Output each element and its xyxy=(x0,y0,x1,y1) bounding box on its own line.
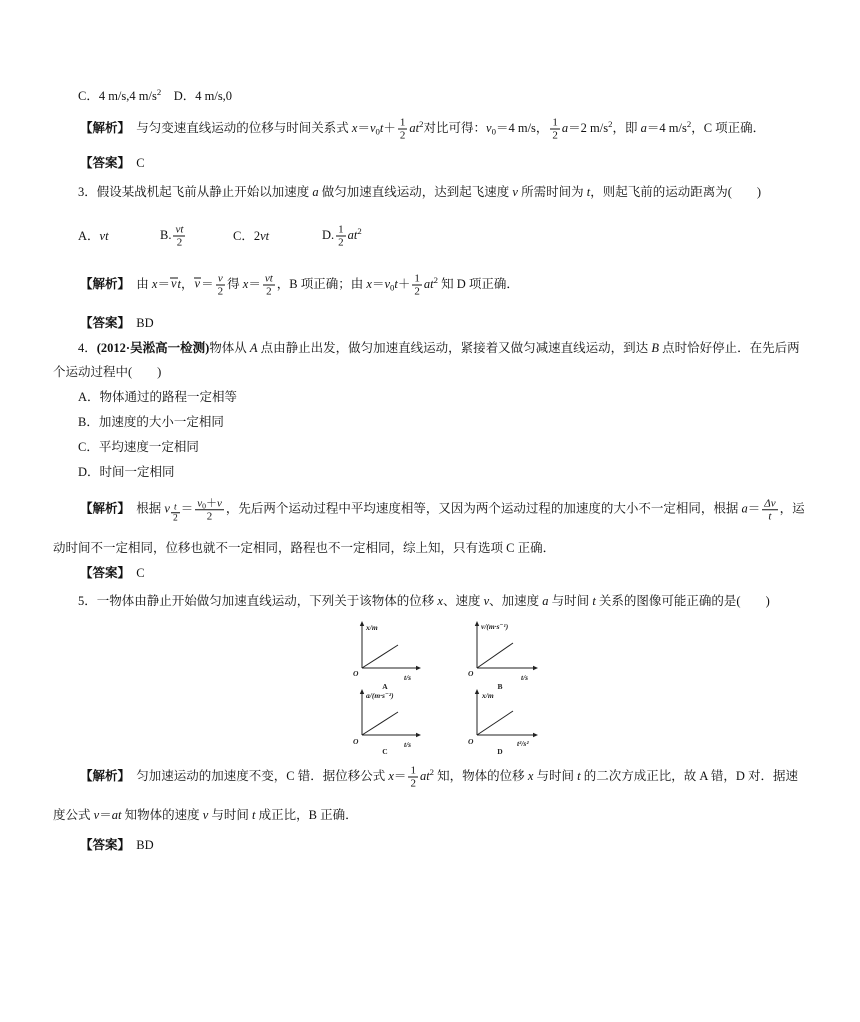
x-axis-label: t/s xyxy=(404,740,412,749)
q5-analysis-line-1 xyxy=(80,765,798,790)
math-variable: vt xyxy=(175,223,184,236)
fraction-numerator xyxy=(408,765,418,778)
math-variable: v xyxy=(93,808,100,822)
math-variable: at xyxy=(409,120,420,135)
fraction-numerator xyxy=(336,224,346,237)
superscript: 2 xyxy=(419,119,424,130)
text-run: 知物体的速度 xyxy=(121,808,203,822)
text-run: C xyxy=(123,156,145,170)
text-run: ，C 项正确． xyxy=(691,120,766,135)
q4-option-d xyxy=(78,464,175,480)
origin-label: O xyxy=(468,669,474,678)
text-run: 2 xyxy=(172,512,178,523)
q3-option-b xyxy=(160,224,187,249)
text-run: 、速度 xyxy=(442,594,484,608)
text-run: ＋ xyxy=(383,120,396,135)
math-variable: vt xyxy=(99,229,109,243)
text-run: BD xyxy=(123,316,154,330)
text-run: 成正比，B 正确． xyxy=(255,808,358,822)
bold-label: 【答案】 xyxy=(80,838,124,852)
math-variable: v xyxy=(164,501,170,516)
superscript: 2 xyxy=(429,767,435,778)
superscript: 2 xyxy=(608,119,613,130)
bold-label: 【答案】 xyxy=(80,566,124,580)
math-variable: Δv xyxy=(764,497,776,510)
math-variable: v xyxy=(197,497,203,510)
text-run: 4． xyxy=(78,341,97,355)
text-run: 1 xyxy=(552,116,558,129)
math-variable: at xyxy=(347,227,358,242)
fraction-denominator xyxy=(263,286,275,298)
math-variable: t xyxy=(394,276,398,291)
bold-label: 【解析】 xyxy=(80,768,124,783)
text-run: ， xyxy=(181,276,194,291)
graph-d xyxy=(468,689,538,756)
y-axis-label: x/m xyxy=(482,691,494,700)
text-run: 1 xyxy=(410,764,416,777)
text-run: B. xyxy=(160,227,172,242)
text-run: 2 xyxy=(399,129,406,142)
text-run: 2 xyxy=(266,285,272,298)
bold-label: (2012·吴淞高一检测) xyxy=(96,341,210,355)
fraction xyxy=(336,224,346,249)
y-axis-label: a/(m·s⁻²) xyxy=(366,691,394,700)
fraction xyxy=(762,497,777,522)
bold-label: 【解析】 xyxy=(80,501,124,516)
mean-symbol: v xyxy=(194,276,201,291)
text-run: D．时间一定相同 xyxy=(78,465,175,479)
math-variable: vt xyxy=(260,229,270,243)
math-variable: v xyxy=(486,120,492,135)
x-axis-arrow xyxy=(416,733,421,737)
fraction-numerator xyxy=(195,497,224,510)
q4-analysis-line-2 xyxy=(53,540,555,556)
fraction-denominator xyxy=(216,286,226,298)
math-variable: t xyxy=(577,768,581,783)
math-variable: x xyxy=(242,276,249,291)
fraction-denominator xyxy=(762,510,777,522)
y-axis-arrow xyxy=(475,621,479,626)
text-run: ，运 xyxy=(779,501,805,516)
origin-label: O xyxy=(468,737,474,746)
math-variable: v xyxy=(217,272,223,285)
text-run: 的二次方成正比，故 A 错，D 对．据速 xyxy=(580,768,798,783)
text-run: 由 xyxy=(123,276,152,291)
text-run: ＝ xyxy=(371,276,385,291)
q5-graphs-figure xyxy=(340,615,550,760)
text-run: 2 xyxy=(217,285,224,298)
text-run: 2 xyxy=(206,510,213,523)
fraction-denominator xyxy=(398,130,408,142)
math-variable: B xyxy=(651,341,659,355)
math-variable: x xyxy=(437,594,443,608)
x-axis-label: t²/s² xyxy=(517,739,529,748)
text-run: 度公式 xyxy=(53,808,94,822)
text-run: 1 xyxy=(338,223,344,236)
q5-analysis-line-2 xyxy=(53,807,358,823)
text-run: 1 xyxy=(414,272,420,285)
math-variable: at xyxy=(111,808,122,822)
text-run: 匀加速运动的加速度不变，C 错．据位移公式 xyxy=(123,768,389,783)
graph-caption: D xyxy=(497,747,503,756)
text-run: 、加速度 xyxy=(489,594,543,608)
fraction-denominator xyxy=(195,510,224,522)
math-variable: at xyxy=(419,768,430,783)
text-run: 与时间 xyxy=(533,768,578,783)
text-run: 点由静止出发，做匀加速直线运动，紧接着又做匀减速直线运动，到达 xyxy=(257,341,652,355)
bold-label: 【答案】 xyxy=(80,316,124,330)
fraction-numerator xyxy=(550,117,560,130)
x-axis-arrow xyxy=(533,666,538,670)
q2-analysis xyxy=(80,117,765,142)
q3-analysis xyxy=(80,273,519,298)
fraction-numerator xyxy=(398,117,408,130)
subscript: 0 xyxy=(491,126,496,137)
text-run: C xyxy=(123,566,145,580)
text-run: 5．一物体由静止开始做匀加速直线运动，下列关于该物体的位移 xyxy=(78,594,438,608)
graph-line xyxy=(477,643,513,668)
q4-stem-line-2 xyxy=(53,364,161,380)
fraction-denominator xyxy=(336,237,346,249)
text-run: ，即 xyxy=(612,120,641,135)
text-run: 所需时间为 xyxy=(517,185,587,199)
fraction xyxy=(408,765,418,790)
text-run: 2 xyxy=(338,236,344,249)
bold-label: 【解析】 xyxy=(80,276,124,291)
y-axis-label: v/(m·s⁻¹) xyxy=(481,622,509,631)
graph-line xyxy=(362,712,398,735)
q3-option-d xyxy=(322,224,362,249)
fraction xyxy=(263,273,275,298)
text-run: ，B 项正确；由 xyxy=(276,276,367,291)
text-run: 动时间不一定相同，位移也就不一定相同，路程也不一定相同，综上知，只有选项 C 正确． xyxy=(53,541,556,555)
math-variable: a xyxy=(542,594,549,608)
subscript: 0 xyxy=(390,282,395,293)
text-run: D. xyxy=(322,227,335,242)
text-run: 知，物体的位移 xyxy=(434,768,528,783)
math-variable: vt xyxy=(264,272,273,285)
q4-stem-line-1 xyxy=(78,340,800,356)
fraction-numerator xyxy=(412,273,422,286)
text-run: 与时间 xyxy=(208,808,253,822)
q4-option-b xyxy=(78,414,224,430)
graph-c xyxy=(353,689,421,756)
text-run: BD xyxy=(123,838,154,852)
text-run: 物体从 xyxy=(209,341,250,355)
math-variable: a xyxy=(640,120,647,135)
math-variable: a xyxy=(741,501,748,516)
math-variable: v xyxy=(483,594,490,608)
graph-caption: A xyxy=(382,682,388,691)
math-variable: v xyxy=(202,808,209,822)
fraction-numerator xyxy=(762,497,777,510)
fraction-numerator xyxy=(263,273,275,286)
q2-answer xyxy=(80,155,145,171)
bold-label: 【答案】 xyxy=(80,156,124,170)
text-run: A．物体通过的路程一定相等 xyxy=(78,390,238,404)
fraction-denominator xyxy=(408,778,418,790)
graph-b xyxy=(468,621,538,691)
text-run: ＝ xyxy=(99,808,112,822)
text-run: 2 xyxy=(410,777,416,790)
x-axis-label: t/s xyxy=(521,673,529,682)
math-variable: at xyxy=(423,276,434,291)
math-variable: v xyxy=(384,276,391,291)
bold-label: 【解析】 xyxy=(80,120,124,135)
superscript: 2 xyxy=(156,87,162,98)
q4-option-a xyxy=(78,389,237,405)
fraction-denominator xyxy=(412,286,422,298)
text-run: 根据 xyxy=(123,501,165,516)
q3-answer xyxy=(80,315,154,331)
mean-symbol: v xyxy=(170,276,177,291)
math-variable: a xyxy=(312,185,319,199)
text-run: D．4 m/s,0 xyxy=(161,89,233,103)
math-variable: x xyxy=(151,276,158,291)
math-variable: t xyxy=(586,185,591,199)
text-run: ＝ xyxy=(157,276,170,291)
origin-label: O xyxy=(353,737,359,746)
math-variable: t xyxy=(177,276,182,291)
fraction xyxy=(173,224,185,249)
text-run: ＝ xyxy=(747,501,761,516)
graph-line xyxy=(362,645,398,668)
graph-caption: C xyxy=(382,747,388,756)
text-run: ＝ xyxy=(201,276,214,291)
text-run: ＝ xyxy=(357,120,370,135)
text-run: ＝4 m/s xyxy=(646,120,687,135)
text-run: ，则起飞前的运动距离为( ) xyxy=(590,185,762,199)
text-run: 得 xyxy=(227,276,243,291)
superscript: 2 xyxy=(433,275,439,286)
math-variable: A xyxy=(249,341,258,355)
q2-options-cd xyxy=(78,88,232,104)
fraction xyxy=(550,117,560,142)
subscript: 0 xyxy=(202,501,206,511)
text-run: 关系的图像可能正确的是( ) xyxy=(595,594,770,608)
fraction-numerator xyxy=(173,224,185,237)
text-run: 2 xyxy=(552,129,558,142)
text-run: ＝ xyxy=(180,501,194,516)
y-axis-arrow xyxy=(360,689,364,694)
fraction xyxy=(216,273,226,298)
math-variable: v xyxy=(369,120,376,135)
x-axis-label: t/s xyxy=(404,673,412,682)
math-variable: t xyxy=(592,594,596,608)
text-run: ＝2 m/s xyxy=(568,120,609,135)
text-run: B．加速度的大小一定相同 xyxy=(78,415,224,429)
math-variable: a xyxy=(561,120,569,135)
text-run: ＝ xyxy=(248,276,261,291)
q3-option-c xyxy=(233,228,269,244)
math-variable: t xyxy=(379,120,384,135)
math-variable: t xyxy=(768,510,772,523)
text-run: 做匀加速直线运动，达到起飞速度 xyxy=(318,185,513,199)
graph-caption: B xyxy=(497,682,503,691)
text-run: ＝4 m/s， xyxy=(495,120,549,135)
text-run: 2 xyxy=(176,236,183,249)
text-run: ，先后两个运动过程中平均速度相等，又因为两个运动过程的加速度的大小不一定相同，根据 xyxy=(225,501,742,516)
math-variable: t xyxy=(174,501,177,512)
fraction xyxy=(412,273,422,298)
math-variable: v xyxy=(512,185,518,199)
text-run: C．4 m/s,4 m/s xyxy=(78,89,157,103)
math-variable: v xyxy=(216,497,222,510)
fraction-denominator xyxy=(173,237,185,249)
q5-answer xyxy=(80,837,154,853)
text-run: ＋ xyxy=(397,276,411,291)
text-run: C．2 xyxy=(233,229,261,243)
text-run: ＋ xyxy=(205,497,217,510)
math-variable: x xyxy=(366,276,372,291)
superscript: 2 xyxy=(357,226,362,237)
graph-line xyxy=(477,711,513,735)
text-run: C．平均速度一定相同 xyxy=(78,440,199,454)
math-variable: x xyxy=(388,768,394,783)
math-variable: x xyxy=(351,120,358,135)
q3-stem xyxy=(78,184,761,200)
text-run: 知 D 项正确． xyxy=(438,276,519,291)
text-run: 个运动过程中( ) xyxy=(53,365,162,379)
subscript: 0 xyxy=(375,126,380,137)
text-run: ＝ xyxy=(393,768,407,783)
superscript: 2 xyxy=(686,119,692,130)
fraction xyxy=(398,117,408,142)
fraction-denominator xyxy=(550,130,560,142)
fraction-denominator xyxy=(171,513,180,523)
q4-answer xyxy=(80,565,145,581)
origin-label: O xyxy=(353,669,359,678)
graph-a xyxy=(353,621,421,691)
fraction-numerator xyxy=(216,273,226,286)
math-variable: t xyxy=(252,808,256,822)
q4-analysis-line-1 xyxy=(80,497,805,523)
q4-option-c xyxy=(78,439,199,455)
text-run: A． xyxy=(78,229,100,243)
subscript-fraction xyxy=(171,502,180,523)
x-axis-arrow xyxy=(533,733,538,737)
text-run: 点时恰好停止．在先后两 xyxy=(658,341,800,355)
text-run: 2 xyxy=(414,285,420,298)
y-axis-arrow xyxy=(475,689,479,694)
math-variable: x xyxy=(527,768,534,783)
q5-stem xyxy=(78,593,770,609)
q3-option-a xyxy=(78,228,109,244)
x-axis-arrow xyxy=(416,666,421,670)
fraction xyxy=(195,497,224,522)
text-run: 与匀变速直线运动的位移与时间关系式 xyxy=(123,120,352,135)
y-axis-arrow xyxy=(360,621,364,626)
fraction-numerator xyxy=(171,502,180,513)
text-run: 对比可得： xyxy=(423,120,487,135)
text-run: 3．假设某战机起飞前从静止开始以加速度 xyxy=(78,185,313,199)
text-run: 1 xyxy=(399,116,406,129)
text-run: 与时间 xyxy=(548,594,593,608)
y-axis-label: x/m xyxy=(366,623,378,632)
